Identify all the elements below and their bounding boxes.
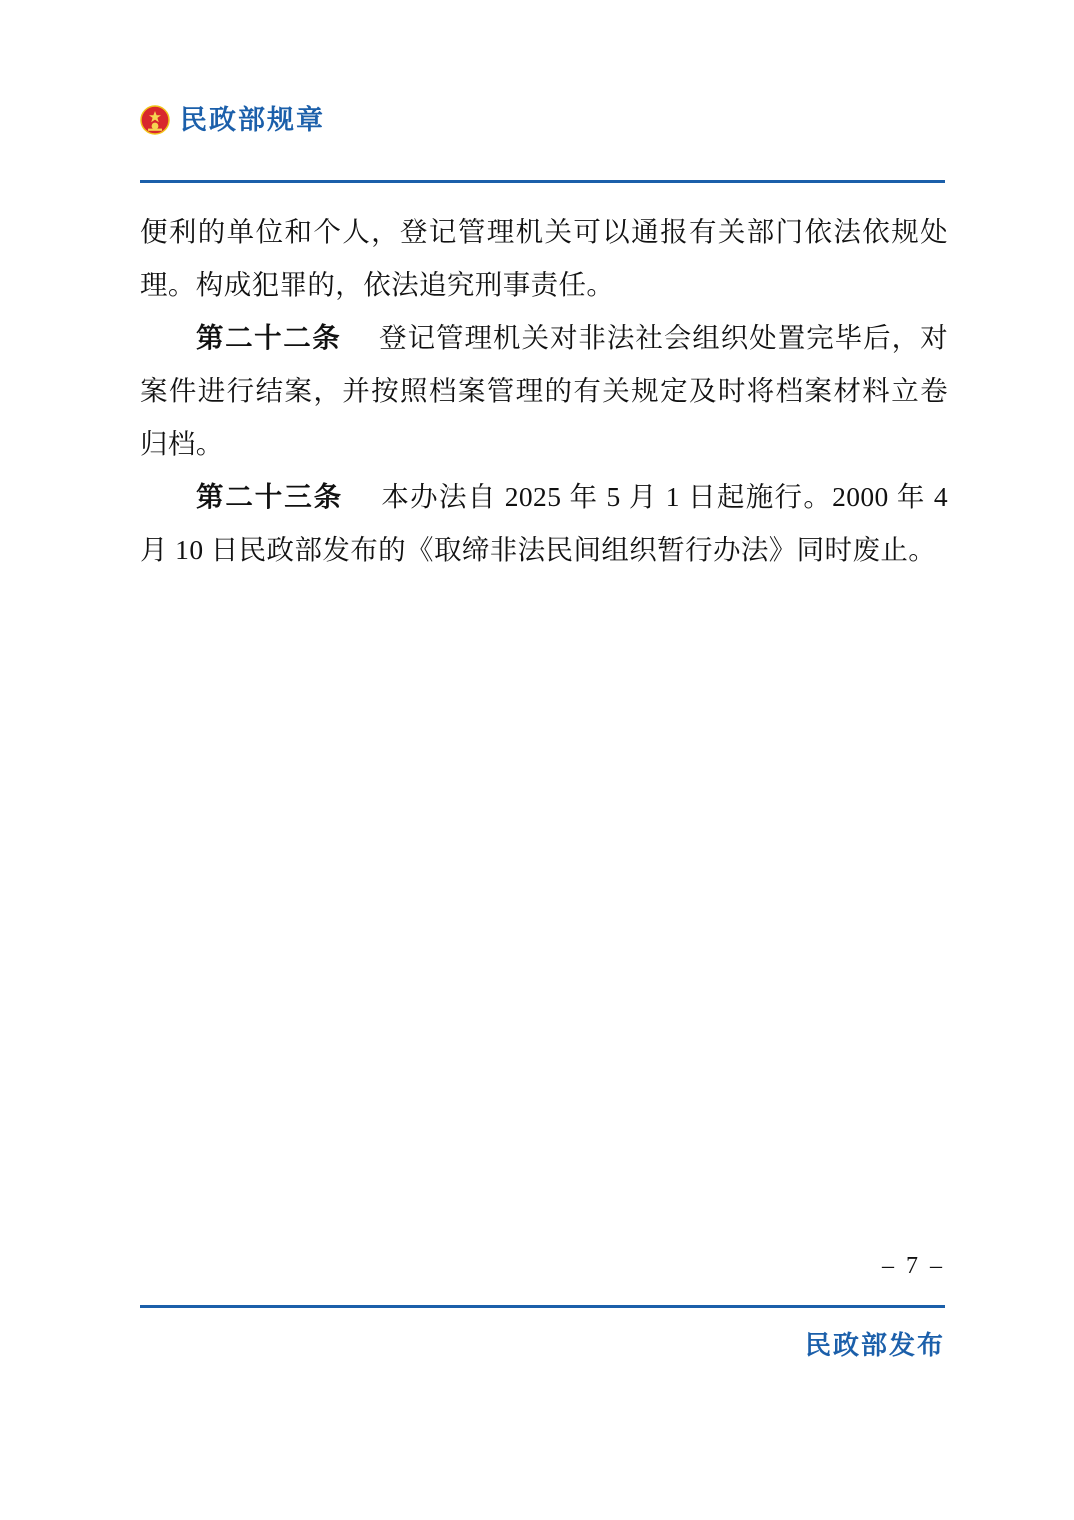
national-emblem-icon xyxy=(140,105,170,135)
header-title: 民政部规章 xyxy=(180,104,325,135)
article-22 xyxy=(140,311,948,470)
article-22-label: 第二十二条 xyxy=(196,322,342,353)
page-header xyxy=(140,105,945,135)
article-23-text: 本办法自 2025 年 5 月 1 日起施行。2000 年 4 月 10 日民政部发布的《取缔非法民间组织暂行办法》同时废止。 xyxy=(140,481,949,565)
article-22-text: 登记管理机关对非法社会组织处置完毕后，对案件进行结案，并按照档案管理的有关规定及时将档案材料立卷归档。 xyxy=(140,322,949,459)
header-divider xyxy=(140,180,945,183)
paragraph-continuation: 便利的单位和个人，登记管理机关可以通报有关部门依法依规处理。构成犯罪的，依法追究刑事责任。 xyxy=(140,216,948,300)
page-number: – 7 – xyxy=(882,1253,945,1279)
publisher-label: 民政部发布 xyxy=(804,1331,945,1360)
article-23-label: 第二十三条 xyxy=(196,481,343,512)
article-23 xyxy=(140,470,948,576)
footer-divider xyxy=(140,1305,945,1308)
document-content xyxy=(140,205,948,576)
